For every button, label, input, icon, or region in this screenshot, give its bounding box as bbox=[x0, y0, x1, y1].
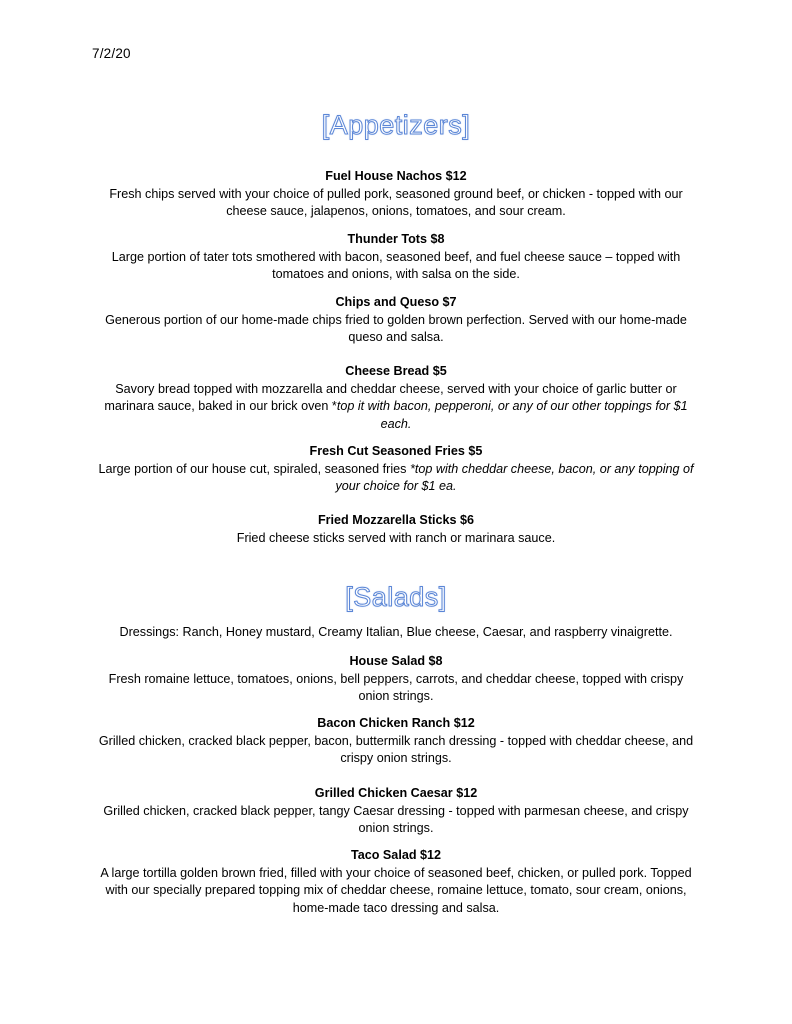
salads-heading: [Salads] bbox=[345, 582, 447, 612]
menu-item-bacon-chicken-ranch bbox=[92, 715, 700, 768]
menu-item-fried-mozzarella-sticks bbox=[92, 512, 700, 547]
item-description: Grilled chicken, cracked black pepper, bacon, buttermilk ranch dressing - topped with cheddar cheese, and crispy onion strings. bbox=[98, 733, 694, 765]
item-description: Fresh romaine lettuce, tomatoes, onions, bell peppers, carrots, and cheddar cheese, topped with crispy onion strings. bbox=[108, 671, 684, 703]
item-description: Fried cheese sticks served with ranch or marinara sauce. bbox=[236, 530, 556, 545]
item-topping-note: top it with bacon, pepperoni, or any of our other toppings for $1 each. bbox=[336, 399, 688, 431]
menu-item-grilled-chicken-caesar bbox=[92, 785, 700, 838]
item-description: Large portion of tater tots smothered with bacon, seasoned beef, and fuel cheese sauce – topped with tomatoes and onions, with salsa on the side. bbox=[111, 249, 681, 281]
item-name: Grilled Chicken Caesar $12 bbox=[314, 786, 478, 800]
menu-item-fuel-house-nachos bbox=[92, 168, 700, 221]
item-name: Taco Salad $12 bbox=[350, 848, 442, 862]
item-topping-note: *top with cheddar cheese, bacon, or any topping of your choice for $1 ea. bbox=[335, 461, 694, 493]
item-description: Generous portion of our home-made chips fried to golden brown perfection. Served with our home-made queso and salsa. bbox=[105, 312, 687, 344]
item-name: Thunder Tots $8 bbox=[347, 232, 445, 246]
menu-item-house-salad bbox=[92, 653, 700, 706]
item-name: Cheese Bread $5 bbox=[345, 364, 447, 378]
menu-item-cheese-bread bbox=[92, 363, 700, 433]
appetizers-heading: [Appetizers] bbox=[321, 110, 471, 140]
menu-date: 7/2/20 bbox=[92, 46, 131, 61]
item-description: Grilled chicken, cracked black pepper, tangy Caesar dressing - topped with parmesan cheese, and crispy onion strings. bbox=[103, 803, 689, 835]
item-description: Large portion of our house cut, spiraled, seasoned fries *top with cheddar cheese, bacon, or any topping of your choice for $1 ea. bbox=[98, 461, 694, 493]
dressings-list: Dressings: Ranch, Honey mustard, Creamy Italian, Blue cheese, Caesar, and raspberry vinaigrette. bbox=[119, 625, 673, 639]
menu-item-thunder-tots bbox=[92, 231, 700, 284]
item-description: Fresh chips served with your choice of pulled pork, seasoned ground beef, or chicken - topped with our cheese sauce, jalapenos, onions, tomatoes, and sour cream. bbox=[109, 186, 683, 218]
item-description: Savory bread topped with mozzarella and cheddar cheese, served with your choice of garlic butter or marinara sauce, baked in our brick oven *top it with bacon, pepperoni, or any of our other toppings for $1 each. bbox=[104, 381, 688, 431]
item-name: Fresh Cut Seasoned Fries $5 bbox=[309, 444, 483, 458]
item-name: Fried Mozzarella Sticks $6 bbox=[317, 513, 475, 527]
item-name: House Salad $8 bbox=[349, 654, 443, 668]
item-description: A large tortilla golden brown fried, filled with your choice of seasoned beef, chicken, or pulled pork. Topped with our specially prepared topping mix of cheddar cheese, romaine lettuce, tomato, sour cream, onions, home-made taco dressing and salsa. bbox=[100, 865, 692, 915]
item-name: Chips and Queso $7 bbox=[335, 295, 457, 309]
menu-item-chips-and-queso bbox=[92, 294, 700, 347]
item-name: Bacon Chicken Ranch $12 bbox=[317, 716, 475, 730]
menu-item-taco-salad bbox=[92, 847, 700, 917]
item-name: Fuel House Nachos $12 bbox=[325, 169, 467, 183]
menu-item-fresh-cut-seasoned-fries bbox=[92, 443, 700, 496]
